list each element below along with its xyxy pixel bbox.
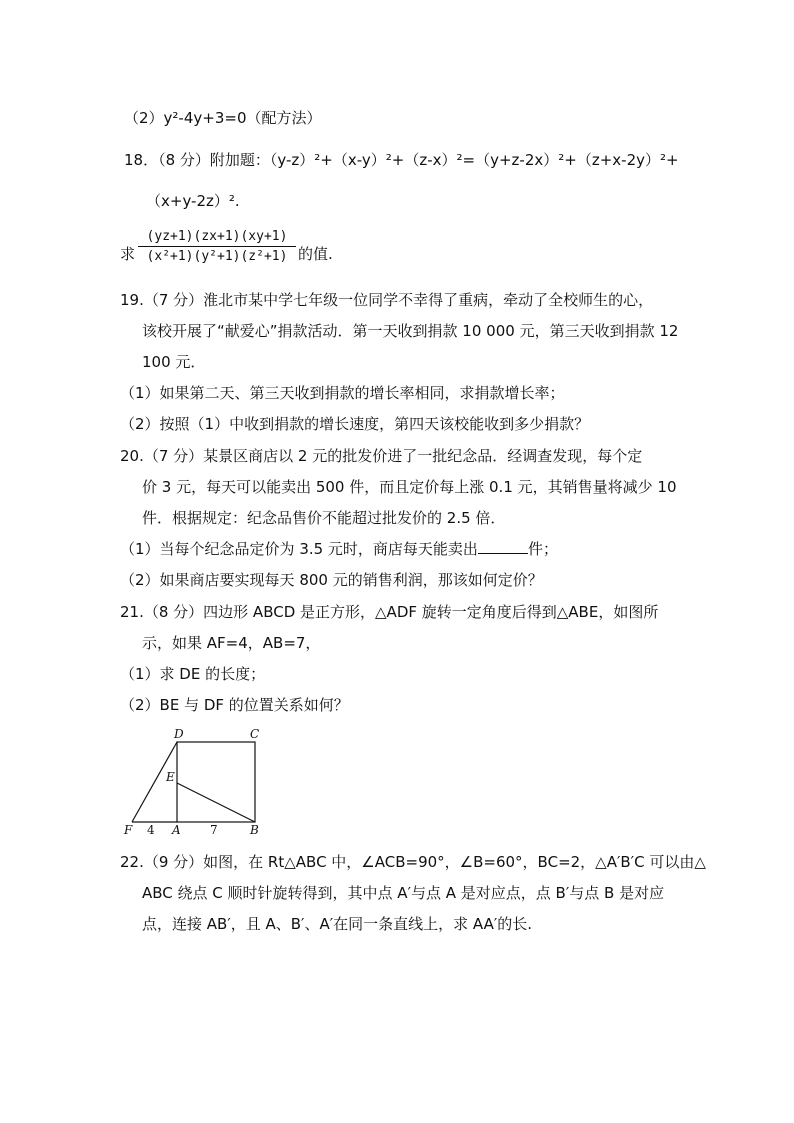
label-f: F [124,823,133,837]
label-b: B [250,823,259,837]
label-d: D [174,727,184,741]
q17-part2: （2）y²-4y+3=0（配方法） [124,109,322,127]
length-fa: 4 [147,823,155,837]
q18-continuation: （x+y-2z）². [146,192,240,210]
q21-sub2: （2）BE 与 DF 的位置关系如何？ [120,696,349,714]
q21-line2: 示，如果 AF=4，AB=7， [142,634,321,652]
segment-eb [177,783,255,822]
q22-line1: 22.（9 分）如图，在 Rt△ABC 中，∠ACB=90°，∠B=60°，BC=2，△A′B′C 可以由△ [120,853,706,871]
label-e: E [166,770,175,784]
q20-sub1-text: （1）当每个纪念品定价为 3.5 元时，商店每天能卖出 [120,540,478,558]
q20-line2: 价 3 元，每天可以能卖出 500 件，而且定价每上涨 0.1 元，其销售量将减少 10 [142,478,677,496]
q19-sub1: （1）如果第二天、第三天收到捐款的增长率相同，求捐款增长率； [120,384,565,402]
square-abcd [177,742,255,822]
q18-header: 18．（8 分）附加题：（y-z）²+（x-y）²+（z-x）²=（y+z-2x）²+（z+x-2y）²+ [124,151,679,169]
q20-line3: 件．根据规定：纪念品售价不能超过批发价的 2.5 倍． [142,509,506,527]
length-ab: 7 [210,823,218,837]
q18-fraction [138,229,296,264]
q18-ask-prefix: 求 [120,245,136,263]
q18-fraction-denominator: (x²+1)(y²+1)(z²+1) [146,249,288,264]
q19-line3: 100 元． [142,353,206,371]
q21-line1: 21.（8 分）四边形 ABCD 是正方形，△ADF 旋转一定角度后得到△ABE，如图所 [120,603,659,621]
q19-line2: 该校开展了“献爱心”捐款活动．第一天收到捐款 10 000 元，第三天收到捐款 12 [142,322,679,340]
q20-sub1 [120,539,558,559]
q22-line2: ABC 绕点 C 顺时针旋转得到，其中点 A′与点 A 是对应点，点 B′与点 B 是对应 [142,884,665,902]
q21-sub1: （1）求 DE 的长度； [120,665,266,683]
q20-sub1-unit: 件； [527,540,558,558]
q19-line1: 19.（7 分）淮北市某中学七年级一位同学不幸得了重病，牵动了全校师生的心， [120,291,654,309]
q20-sub2: （2）如果商店要实现每天 800 元的销售利润，那该如何定价？ [120,571,543,589]
q19-sub2: （2）按照（1）中收到捐款的增长速度，第四天该校能收到多少捐款？ [120,415,590,433]
square-rotation-figure [118,724,278,840]
label-a: A [172,823,181,837]
q18-fraction-numerator: (yz+1)(zx+1)(xy+1) [138,229,296,247]
label-c: C [250,727,260,741]
answer-blank [478,539,528,554]
q18-ask-suffix: 的值. [298,245,333,263]
q22-line3: 点，连接 AB′，且 A、B′、A′在同一条直线上，求 AA′的长. [142,915,533,933]
q20-line1: 20.（7 分）某景区商店以 2 元的批发价进了一批纪念品．经调查发现，每个定 [120,447,643,465]
